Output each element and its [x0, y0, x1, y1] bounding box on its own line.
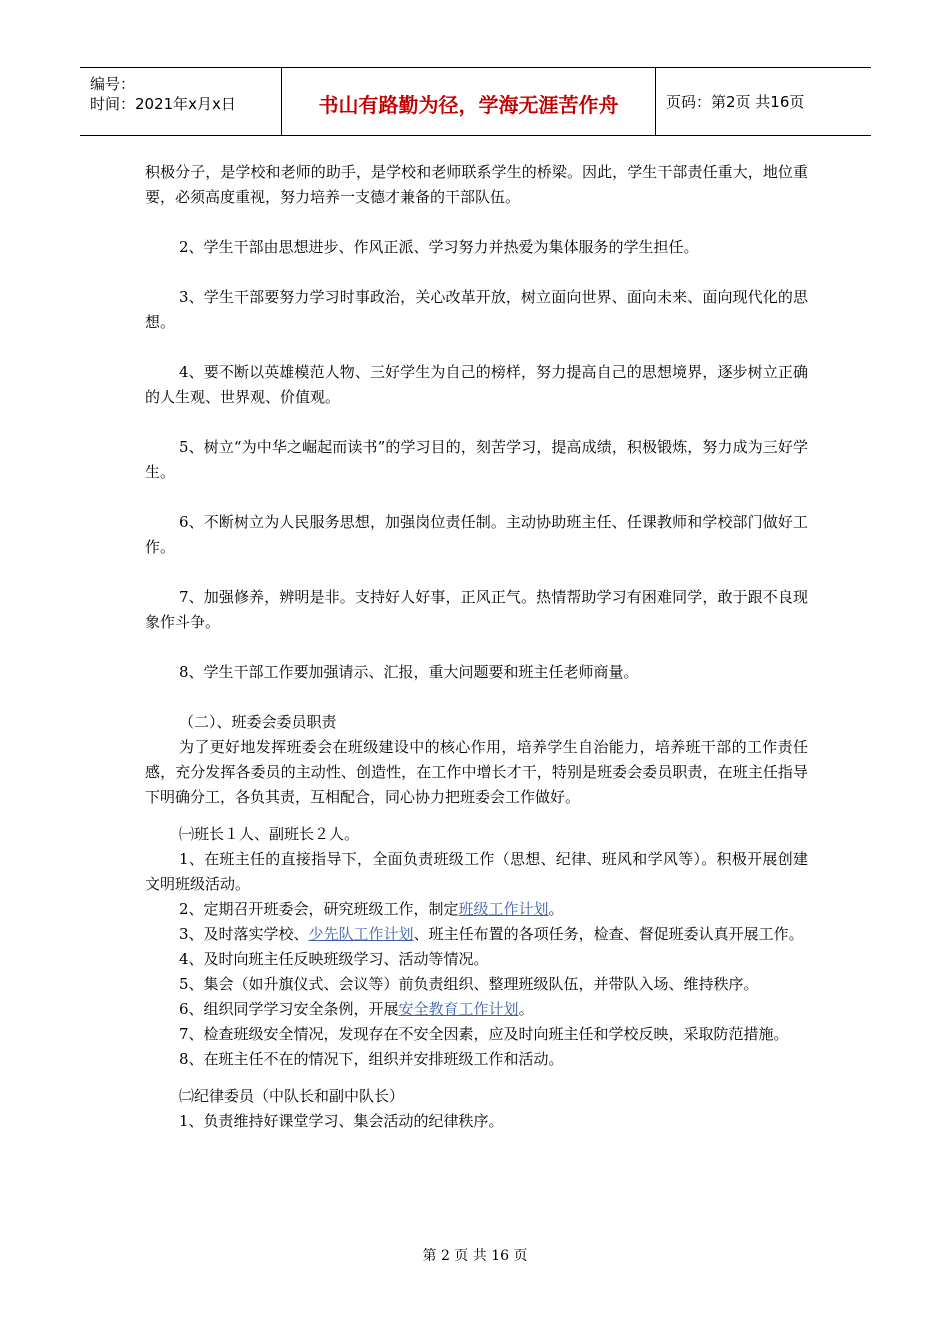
header-page-info: 页码：第2页 共16页 [666, 93, 805, 111]
paragraph: 4、要不断以英雄模范人物、三好学生为自己的榜样，努力提高自己的思想境界，逐步树立正确的人生观、世界观、价值观。 [145, 363, 808, 406]
link-pioneer-work-plan[interactable]: 少先队工作计划 [308, 925, 414, 943]
document-time: 时间：2021年x月x日 [90, 95, 236, 113]
list-item: 2、定期召开班委会，研究班级工作，制定班级工作计划。 [179, 900, 564, 918]
paragraph: 为了更好地发挥班委会在班级建设中的核心作用，培养学生自治能力，培养班干部的工作责任感，充分发挥各委员的主动性、创造性，在工作中增长才干，特别是班委会委员职责，在班主任指导下明确分工，各负其责，互相配合，同心协力把班委会工作做好。 [145, 738, 808, 806]
list-item: 1、在班主任的直接指导下，全面负责班级工作（思想、纪律、班风和学风等）。积极开展创建文明班级活动。 [145, 850, 808, 893]
document-body [145, 160, 808, 1134]
paragraph: 5、树立“为中华之崛起而读书”的学习目的，刻苦学习，提高成绩，积极锻炼，努力成为三好学生。 [145, 438, 808, 481]
page-footer: 第 2 页 共 16 页 [422, 1248, 528, 1264]
page-header [80, 67, 871, 136]
paragraph: 积极分子，是学校和老师的助手，是学校和老师联系学生的桥梁。因此，学生干部责任重大，地位重要，必须高度重视，努力培养一支德才兼备的干部队伍。 [145, 163, 808, 206]
list-item: 5、集会（如升旗仪式、会议等）前负责组织、整理班级队伍，并带队入场、维持秩序。 [179, 975, 759, 993]
list-item: 7、检查班级安全情况，发现存在不安全因素，应及时向班主任和学校反映，采取防范措施。 [179, 1025, 789, 1043]
list-item: 3、及时落实学校、少先队工作计划、班主任布置的各项任务，检查、督促班委认真开展工作。 [179, 925, 804, 943]
subsection-heading: ㈡纪律委员（中队长和副中队长） [179, 1087, 405, 1105]
list-item: 1、负责维持好课堂学习、集会活动的纪律秩序。 [179, 1112, 504, 1130]
document-number: 编号： [90, 75, 136, 93]
header-meta [80, 68, 282, 135]
paragraph: 8、学生干部工作要加强请示、汇报，重大问题要和班主任老师商量。 [179, 663, 639, 681]
section-heading: （二）、班委会委员职责 [179, 713, 337, 731]
list-item: 4、及时向班主任反映班级学习、活动等情况。 [179, 950, 489, 968]
link-safety-work-plan[interactable]: 安全教育工作计划 [398, 1000, 519, 1018]
list-item: 6、组织同学学习安全条例，开展安全教育工作计划。 [179, 1000, 534, 1018]
paragraph: 3、学生干部要努力学习时事政治，关心改革开放，树立面向世界、面向未来、面向现代化的思想。 [145, 288, 808, 331]
paragraph: 7、加强修养，辨明是非。支持好人好事，正风正气。热情帮助学习有困难同学，敢于跟不良现象作斗争。 [145, 588, 808, 631]
paragraph: 6、不断树立为人民服务思想，加强岗位责任制。主动协助班主任、任课教师和学校部门做好工作。 [145, 513, 808, 556]
list-item: 8、在班主任不在的情况下，组织并安排班级工作和活动。 [179, 1050, 564, 1068]
header-motto: 书山有路勤为径，学海无涯苦作舟 [282, 68, 656, 135]
link-class-work-plan[interactable]: 班级工作计划 [458, 900, 549, 918]
paragraph: 2、学生干部由思想进步、作风正派、学习努力并热爱为集体服务的学生担任。 [179, 238, 699, 256]
subsection-heading: ㈠班长１人、副班长２人。 [179, 825, 360, 843]
